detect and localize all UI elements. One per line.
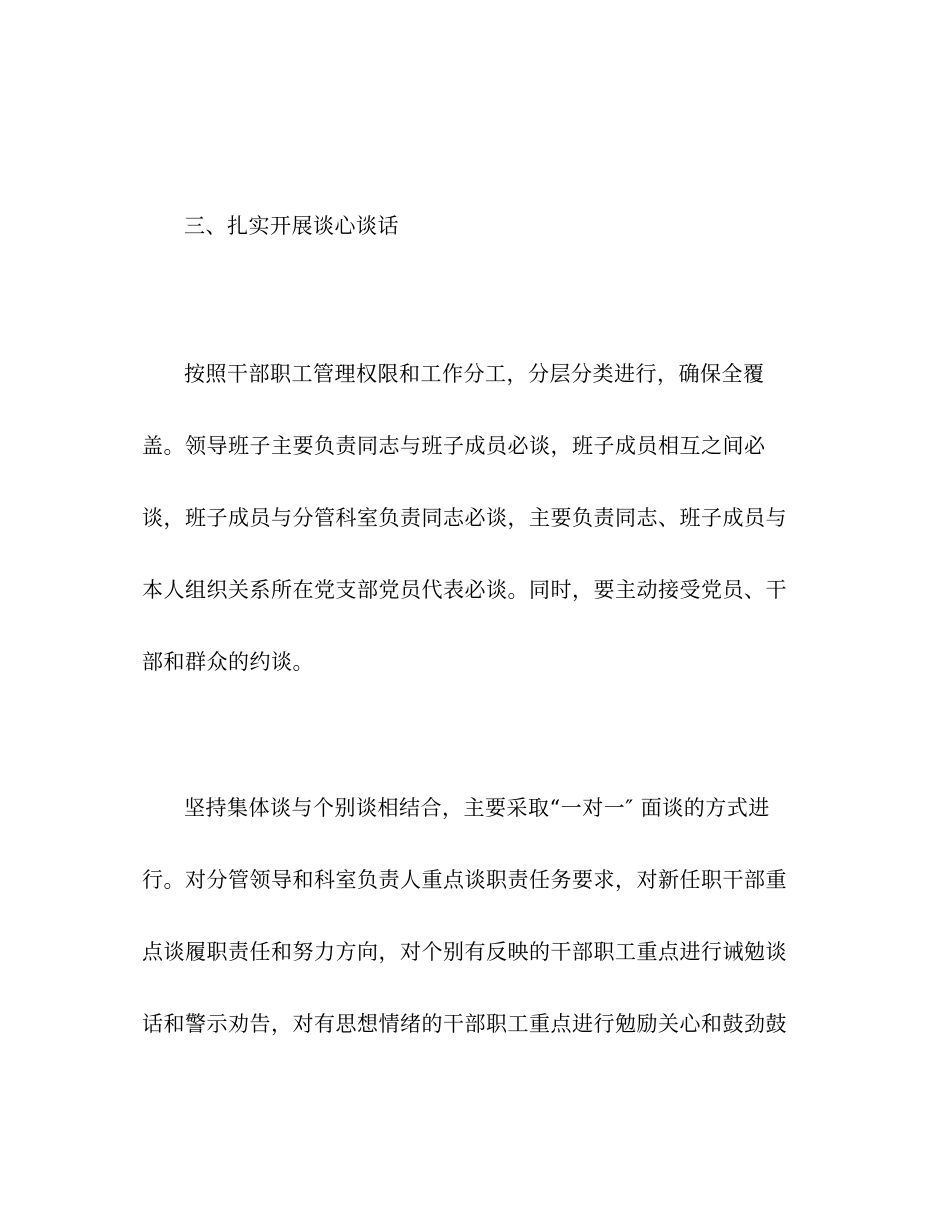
paragraph-2-line-3: 点谈履职责任和努力方向，对个别有反映的干部职工重点进行诫勉谈: [142, 940, 787, 964]
paragraph-1-line-2: 盖。领导班子主要负责同志与班子成员必谈，班子成员相互之间必: [142, 434, 766, 458]
section-heading: 三、扎实开展谈心谈话: [184, 214, 399, 238]
paragraph-2-line-2: 行。对分管领导和科室负责人重点谈职责任务要求，对新任职干部重: [142, 868, 787, 892]
paragraph-1-line-1: 按照干部职工管理权限和工作分工，分层分类进行，确保全覆: [184, 362, 765, 386]
paragraph-2-line-4: 话和警示劝告，对有思想情绪的干部职工重点进行勉励关心和鼓劲鼓: [142, 1012, 787, 1036]
paragraph-1-line-5: 部和群众的约谈。: [142, 650, 314, 674]
paragraph-1-line-3: 谈，班子成员与分管科室负责同志必谈，主要负责同志、班子成员与: [142, 506, 787, 530]
paragraph-2-line-1: 坚持集体谈与个别谈相结合，主要采取“一对一″ 面谈的方式进: [184, 796, 770, 820]
paragraph-1-line-4: 本人组织关系所在党支部党员代表必谈。同时，要主动接受党员、干: [142, 578, 787, 602]
